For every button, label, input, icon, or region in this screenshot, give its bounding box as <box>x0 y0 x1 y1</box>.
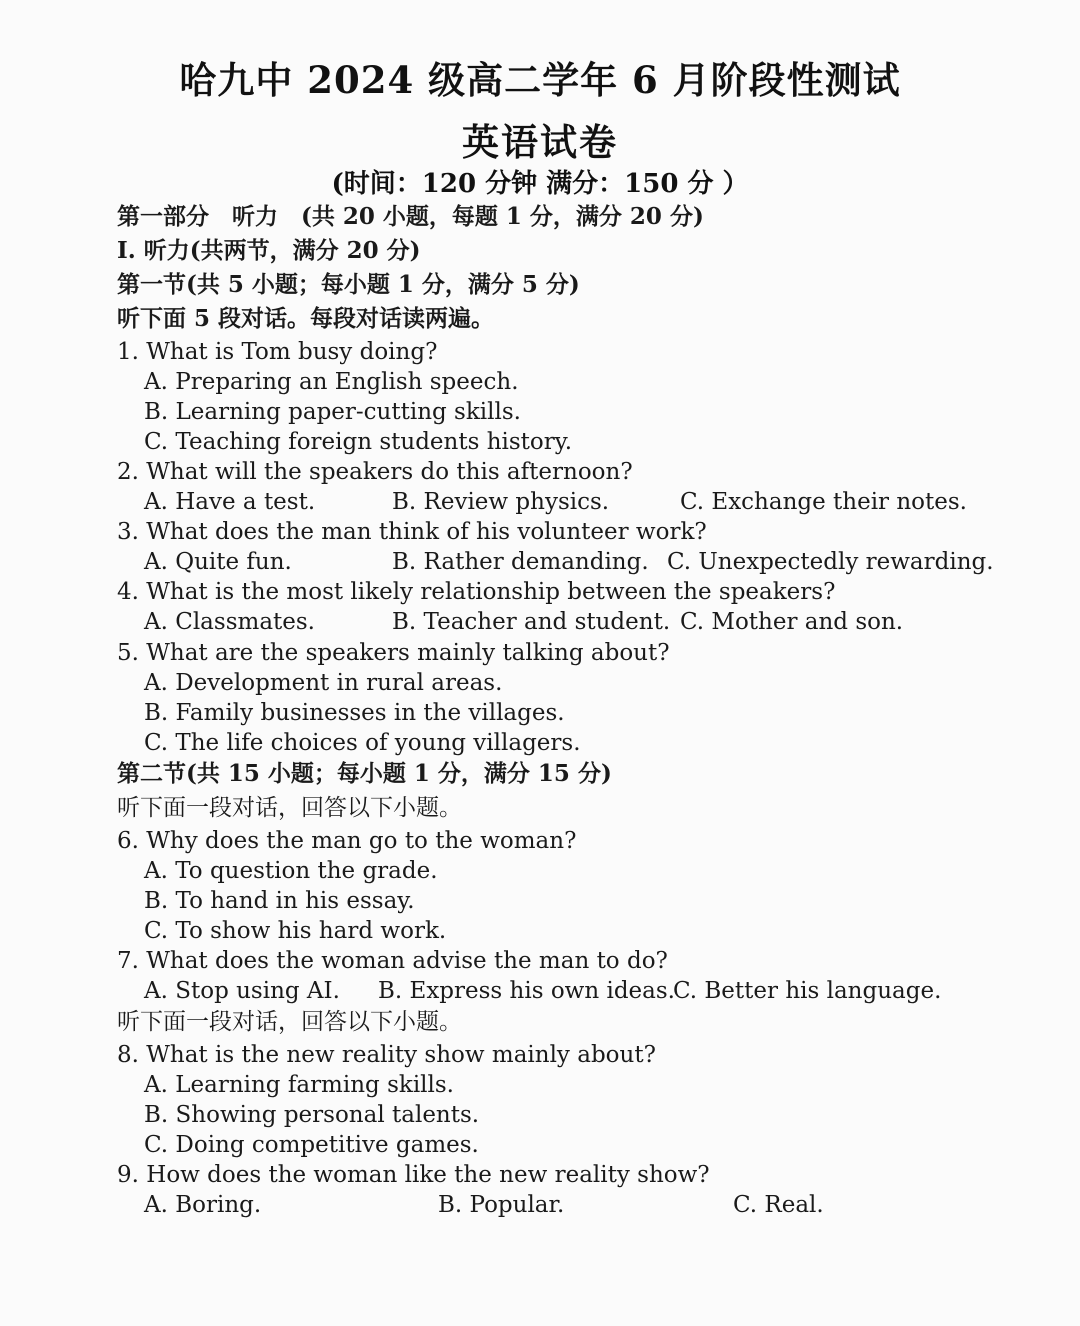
q7-option-b: B. Express his own ideas. <box>378 978 675 1004</box>
q5-option-b: B. Family businesses in the villages. <box>144 700 565 726</box>
q9-option-a: A. Boring. <box>144 1192 262 1218</box>
q1-option-c: C. Teaching foreign students history. <box>144 429 573 455</box>
q6-option-b: B. To hand in his essay. <box>144 888 415 914</box>
q7-option-a: A. Stop using AI. <box>144 978 340 1004</box>
question-4: 4. What is the most likely relationship between the speakers? <box>117 579 836 605</box>
q3-option-c: C. Unexpectedly rewarding. <box>667 549 994 575</box>
q4-option-c: C. Mother and son. <box>680 609 904 635</box>
listening-heading: I. 听力(共两节，满分 20 分) <box>117 237 421 264</box>
question-6: 6. Why does the man go to the woman? <box>117 828 577 854</box>
q8-option-b: B. Showing personal talents. <box>144 1102 480 1128</box>
q3-option-a: A. Quite fun. <box>144 549 292 575</box>
q6-option-c: C. To show his hard work. <box>144 918 447 944</box>
q1-option-a: A. Preparing an English speech. <box>144 369 519 395</box>
question-5: 5. What are the speakers mainly talking about? <box>117 640 670 666</box>
exam-subtitle: 英语试卷 <box>462 120 618 164</box>
q7-option-c: C. Better his language. <box>673 978 942 1004</box>
q9-option-c: C. Real. <box>733 1192 824 1218</box>
question-2: 2. What will the speakers do this afternoon? <box>117 459 633 485</box>
q2-option-a: A. Have a test. <box>144 489 316 515</box>
q3-option-b: B. Rather demanding. <box>392 549 649 575</box>
section2-instruction-b: 听下面一段对话，回答以下小题。 <box>117 1009 462 1035</box>
section2-heading: 第二节(共 15 小题；每小题 1 分，满分 15 分) <box>117 760 612 787</box>
q4-option-a: A. Classmates. <box>144 609 315 635</box>
question-8: 8. What is the new reality show mainly about? <box>117 1042 656 1068</box>
time-info: (时间：120 分钟 满分：150 分 ） <box>331 169 749 199</box>
section1-heading: 第一节(共 5 小题；每小题 1 分，满分 5 分) <box>117 271 580 298</box>
q9-option-b: B. Popular. <box>438 1192 565 1218</box>
q4-option-b: B. Teacher and student. <box>392 609 671 635</box>
section1-instruction: 听下面 5 段对话。每段对话读两遍。 <box>117 305 495 332</box>
q2-option-c: C. Exchange their notes. <box>680 489 967 515</box>
q8-option-a: A. Learning farming skills. <box>144 1072 454 1098</box>
question-9: 9. How does the woman like the new reality show? <box>117 1162 710 1188</box>
q5-option-a: A. Development in rural areas. <box>144 670 503 696</box>
q2-option-b: B. Review physics. <box>392 489 610 515</box>
part-heading: 第一部分 听力 (共 20 小题，每题 1 分，满分 20 分) <box>117 203 704 230</box>
q5-option-c: C. The life choices of young villagers. <box>144 730 581 756</box>
question-7: 7. What does the woman advise the man to do? <box>117 948 668 974</box>
q6-option-a: A. To question the grade. <box>144 858 438 884</box>
exam-title: 哈九中 2024 级高二学年 6 月阶段性测试 <box>179 58 901 102</box>
question-3: 3. What does the man think of his volunteer work? <box>117 519 707 545</box>
section2-instruction-a: 听下面一段对话，回答以下小题。 <box>117 795 462 821</box>
q1-option-b: B. Learning paper-cutting skills. <box>144 399 521 425</box>
q8-option-c: C. Doing competitive games. <box>144 1132 479 1158</box>
question-1: 1. What is Tom busy doing? <box>117 339 438 365</box>
